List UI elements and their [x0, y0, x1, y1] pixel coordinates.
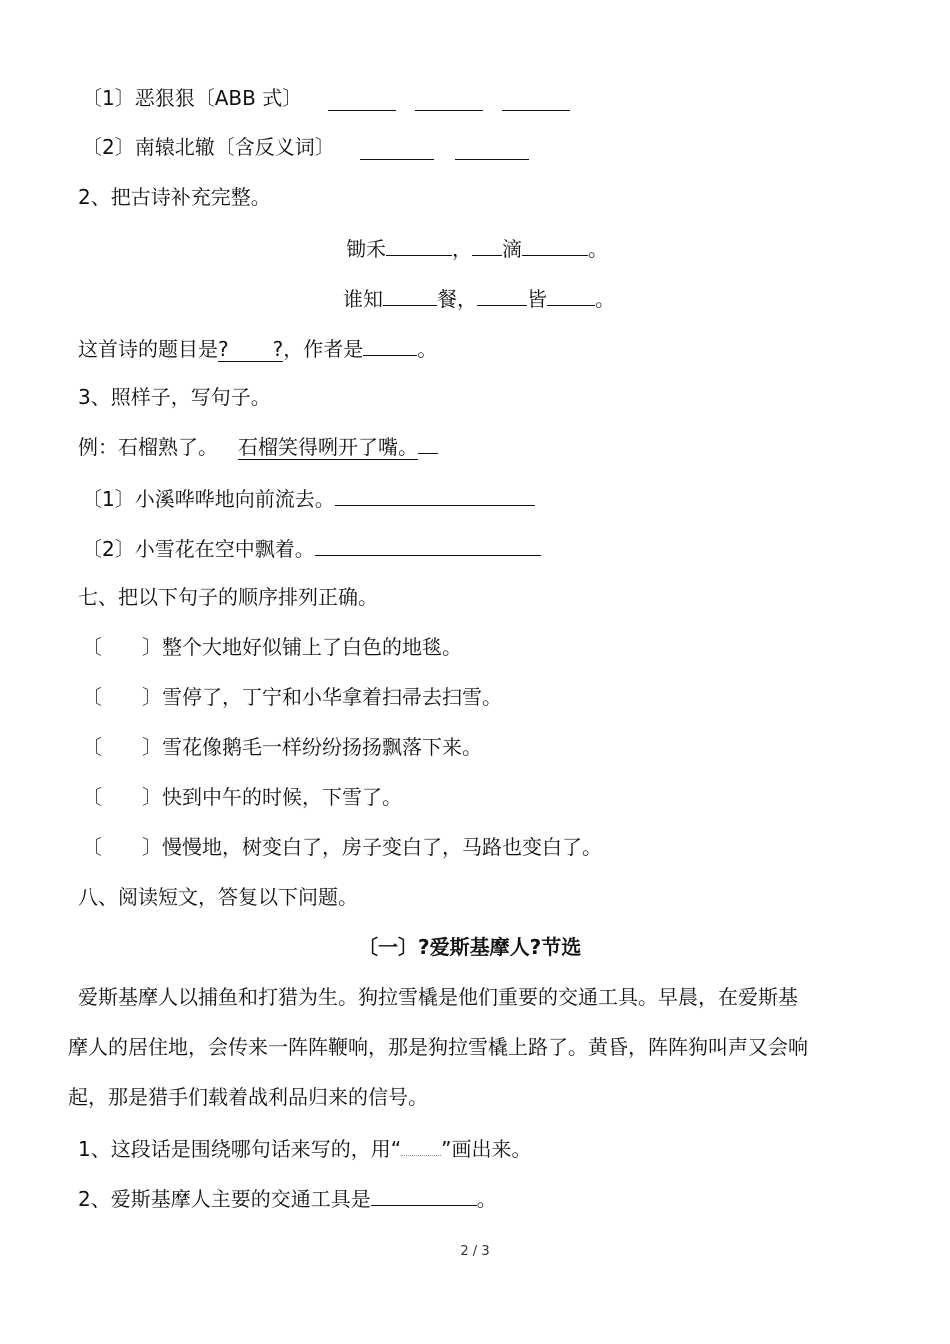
answer-blank[interactable] [383, 283, 437, 306]
reading-question-1: 1、这段话是围绕哪句话来写的，用“ ”画出来。 [78, 1133, 531, 1163]
answer-blank[interactable] [455, 137, 529, 160]
q3-item2: 〔2〕小雪花在空中飘着。 [82, 533, 541, 563]
poem-title-question: 这首诗的题目是? ?，作者是 。 [78, 333, 437, 363]
answer-blank[interactable] [328, 88, 396, 111]
order-bracket[interactable]: 〔 〕 [82, 835, 162, 859]
title-blank[interactable]: ? ? [218, 337, 284, 361]
q1-item1-label: 〔1〕恶狠狠〔ABB 式〕 [82, 86, 303, 110]
page-number: 2 / 3 [460, 1244, 490, 1259]
order-bracket[interactable]: 〔 〕 [82, 735, 162, 759]
q1-item2 [82, 133, 335, 161]
answer-blank[interactable] [363, 333, 417, 356]
example-answer: 石榴笑得咧开了嘴。 [238, 435, 418, 459]
answer-blank[interactable] [415, 88, 483, 111]
q2-heading: 2、把古诗补充完整。 [78, 185, 271, 209]
order-item: 〔 〕整个大地好似铺上了白色的地毯。 [82, 635, 462, 659]
answer-blank[interactable] [477, 283, 527, 306]
q1-item2-label: 〔2〕南辕北辙〔含反义词〕 [82, 135, 335, 159]
answer-blank[interactable] [386, 233, 452, 256]
section7-heading: 七、把以下句子的顺序排列正确。 [78, 585, 378, 609]
poem-line-1: 锄禾 ， 滴 。 [346, 233, 608, 263]
passage-line: 起，那是猎手们载着战利品归来的信号。 [68, 1085, 428, 1109]
order-item: 〔 〕雪花像鹅毛一样纷纷扬扬飘落下来。 [82, 735, 482, 759]
q3-example: 例：石榴熟了。 石榴笑得咧开了嘴。 [78, 433, 438, 461]
q1-item1 [82, 84, 302, 112]
q3-heading: 3、照样子，写句子。 [78, 385, 271, 409]
order-bracket[interactable]: 〔 〕 [82, 785, 162, 809]
poem-line-2: 谁知 餐， 皆 。 [343, 283, 615, 313]
answer-blank[interactable] [472, 233, 502, 256]
order-item: 〔 〕慢慢地，树变白了，房子变白了，马路也变白了。 [82, 835, 602, 859]
order-item: 〔 〕快到中午的时候，下雪了。 [82, 785, 402, 809]
order-item: 〔 〕雪停了，丁宁和小华拿着扫帚去扫雪。 [82, 685, 502, 709]
reading-question-2: 2、爱斯基摩人主要的交通工具是 。 [78, 1183, 497, 1213]
answer-blank[interactable] [371, 1183, 477, 1206]
answer-blank[interactable] [335, 483, 535, 506]
passage-line: 爱斯基摩人以捕鱼和打猎为生。狗拉雪橇是他们重要的交通工具。早晨，在爱斯基 [78, 985, 798, 1009]
answer-blank[interactable] [502, 88, 570, 111]
section8-heading: 八、阅读短文，答复以下问题。 [78, 885, 358, 909]
passage-title: 〔一〕?爱斯基摩人?节选 [358, 935, 582, 959]
wavy-line-sample [401, 1133, 441, 1156]
order-bracket[interactable]: 〔 〕 [82, 685, 162, 709]
answer-blank[interactable] [315, 533, 541, 556]
order-bracket[interactable]: 〔 〕 [82, 635, 162, 659]
passage-line: 摩人的居住地，会传来一阵阵鞭响，那是狗拉雪橇上路了。黄昏，阵阵狗叫声又会响 [68, 1035, 808, 1059]
answer-blank[interactable] [547, 283, 595, 306]
q3-item1: 〔1〕小溪哗哗地向前流去。 [82, 483, 535, 513]
answer-blank[interactable] [522, 233, 588, 256]
answer-blank[interactable] [360, 137, 434, 160]
